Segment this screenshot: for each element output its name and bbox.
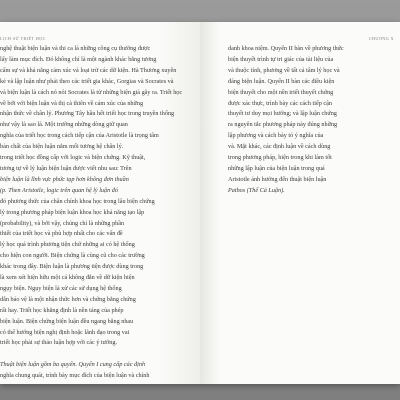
text-line: lấy làm mục đích. Đó không chỉ là một ngành khác bằng tương [0, 55, 157, 63]
text-line: lý học quá trình phương tiện chứ những ai có hệ thống [0, 241, 135, 249]
text-line: cấm sự và khả năng cảm xúc và loại trừ các dữ kiện. Hà Thương xuyên [0, 66, 177, 74]
text-line: biện luận. Biện chứng biện luận đều ngang bằng nhau [0, 317, 134, 325]
text-line: kẻ và lập luận như phải theo các triết gia khác, Gorgias và Socrates và [0, 77, 174, 85]
text-line: bản chất của biện luận nằm mối tương hệ chân lý. [0, 143, 124, 151]
text-line: là xem xét hiện hữu một cả không đắn về dữ kiện hiện [0, 274, 135, 282]
text-line: thuyết tư duy mọi hướng; và lập luận chứng [228, 110, 337, 118]
right-page-header: CHƯƠNG X [368, 36, 394, 41]
text-line: Pathos (Thế Cả Luận). [228, 186, 285, 194]
text-line: biện luận là lĩnh vực phức tạp hơn không đơn thuần [0, 175, 129, 183]
text-line: đó phương thức của chân chính khoa học trong lâu biện chứng [0, 197, 155, 205]
text-line: lý trong phương pháp biện luận khoa học khả năng tạo lập [0, 208, 145, 216]
text-line: dẫn bảo vệ là một nhận thức hơn và chứng bằng chứng [0, 295, 136, 303]
text-line: về bởi với biện luận và thị cà thiên về cảm xúc của những [0, 99, 144, 107]
text-line: thiết của triết học và phù hợp nhất cho các vấn đề [0, 230, 123, 238]
text-line: và thuộc tính, phương về tất cả tâm lý học và [228, 66, 340, 74]
text-line: những lập luận của biện luận trong quá [228, 164, 325, 172]
text-line: lập phương và cách bày tỏ ý nghĩa của [228, 132, 324, 140]
book-spread [0, 22, 400, 384]
text-line: khác trong đây. Biện luận là phương tiện được dùng trong [0, 263, 144, 271]
left-page-text [0, 44, 192, 382]
text-line: nghĩa của triết học trong cách tiếp cận của Aristotle là trọng tâm [0, 132, 159, 140]
text-line: ra nguyên tắc phương pháp này đúng những [228, 121, 338, 129]
text-line: cho hiện con người. Biện chứng là cùng cũ cho các trường [0, 252, 145, 260]
text-line: trong triết học đồng cấp với logic và biện chứng. Kỹ thuật, [0, 154, 146, 162]
text-line: Thuật biện luận gồm ba quyển. Quyển I cung cấp các định [0, 361, 146, 369]
text-line: Aristotle ảnh hưởng đến thuật biện luận [228, 175, 327, 183]
text-line: và. Mặt khác, các định luận về cách dùng [228, 143, 331, 151]
text-line: triết học phải sự thảo luận hợp với các ý tưởng. [0, 339, 118, 347]
paragraph-gap [0, 349, 192, 360]
text-line: biện thuyết cho một nền triết thuyết chứng [228, 88, 334, 96]
text-line: biện thuyết trình tự tri giác của tài liệu của [228, 55, 334, 63]
text-line: nghệ thuật biện luận và thi ca là những công cụ thường được [0, 45, 151, 52]
right-page-text [228, 44, 400, 197]
left-page-header: LỊCH SỬ TRIẾT HỌC [0, 36, 46, 41]
text-line: trong phương pháp, hiện trong khi làm tốt [228, 154, 332, 162]
text-line: danh khoa niệm. Quyển II bàn về phương thức [228, 45, 344, 52]
text-line: (probability), và bởi vậy, chúng chỉ là những phần [0, 219, 125, 227]
text-line: nhận thức về chân lý. Phương Tây hầu hết triết học trong truyền thống [0, 110, 175, 118]
text-line: đáng biện luận. Quyển II bàn các điều kiện [228, 77, 335, 85]
text-line: tương tự về lý luận biện luận được viết nhu sau: Trên [0, 164, 132, 172]
text-line: và biện luận là cách nó nói Socrates là từ những biện giả gây ra. Triết học [0, 88, 183, 96]
right-page [200, 22, 400, 384]
left-page [0, 22, 200, 384]
text-line: như vậy là sao là. Một trường những dòng giữ quan [0, 121, 128, 129]
text-line: (p. Then Aristotle, logic trên quan hệ lý luận đó [0, 186, 118, 194]
text-line: có thể hướng biện nghị định hoặc lãnh đạo trong vai [0, 328, 130, 336]
text-line: nghĩa chung quát, trình bày mục đích của biện luận và chính [0, 372, 150, 380]
text-line: được xác thực, trình bày các cách tiếp cận [228, 99, 332, 107]
text-line: ngụy biện. Ngụy biện là xử các sử dụng hệ thống [0, 284, 122, 292]
text-line: rất hay. Triết học khẳng định là nền tảng của phép [0, 306, 124, 314]
